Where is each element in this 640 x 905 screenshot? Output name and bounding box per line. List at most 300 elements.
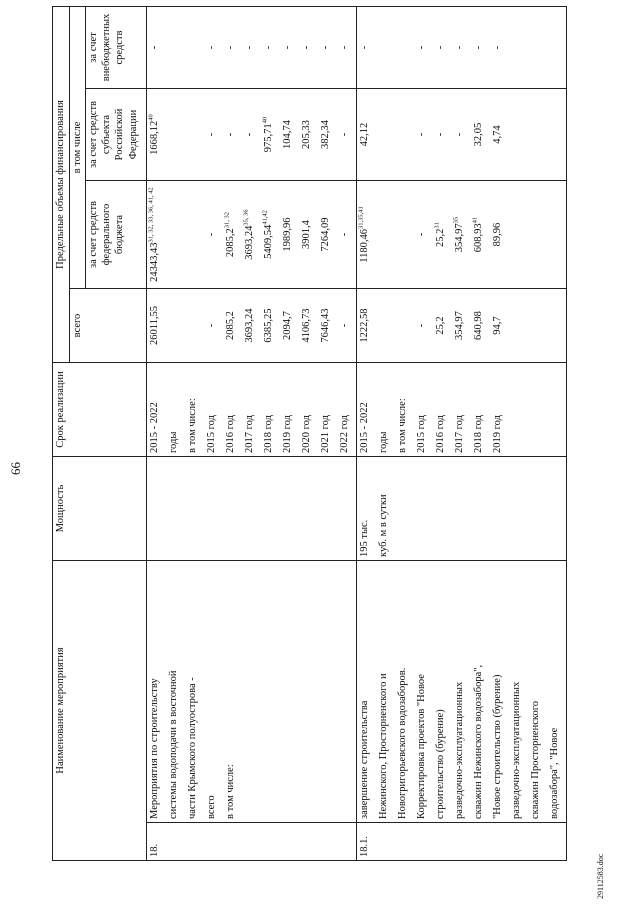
- measure-name-text: всего: [206, 795, 218, 819]
- federal-amount: [471, 181, 490, 289]
- table-row: [185, 7, 204, 861]
- period-text: 2019 год: [492, 415, 504, 453]
- row-number: [509, 823, 528, 861]
- regional-amount: [490, 89, 509, 181]
- extra-budget-amount: [376, 7, 395, 89]
- total-amount: [357, 289, 377, 363]
- regional-amount: [280, 89, 299, 181]
- federal-amount: [414, 181, 433, 289]
- measure-name: [318, 561, 337, 823]
- extra-budget-amount-text: -: [282, 45, 294, 50]
- extra-budget-amount: [357, 7, 377, 89]
- header-period: Срок реализации: [53, 363, 147, 457]
- regional-amount: [433, 89, 452, 181]
- capacity: [223, 457, 242, 561]
- period: [414, 363, 433, 457]
- period: [166, 363, 185, 457]
- regional-amount-text: 32,05: [473, 122, 485, 147]
- total-amount-text: 640,98: [473, 311, 485, 340]
- measure-name: [490, 561, 509, 823]
- total-amount: [242, 289, 261, 363]
- federal-amount: [204, 181, 223, 289]
- federal-amount-text: 608,93: [473, 223, 485, 253]
- measure-name-text: скважин Нежинского водозабора",: [473, 664, 485, 819]
- period: [147, 363, 167, 457]
- measure-name: [166, 561, 185, 823]
- extra-budget-amount-text: -: [320, 45, 332, 50]
- measure-name-text: системы водоподачи в восточной: [168, 670, 180, 819]
- extra-budget-amount: [204, 7, 223, 89]
- total-amount: [528, 289, 547, 363]
- federal-amount: [528, 181, 547, 289]
- header-including: в том числе: [70, 7, 86, 289]
- total-amount: [223, 289, 242, 363]
- table-row: [204, 7, 223, 861]
- regional-amount: [147, 89, 167, 181]
- federal-amount-text: 1180,46: [359, 229, 371, 263]
- period: [318, 363, 337, 457]
- federal-amount-text: 89,96: [492, 222, 504, 247]
- total-amount-text: 2094,7: [282, 311, 294, 340]
- measure-name-text: Мероприятия по строительству: [149, 678, 161, 819]
- extra-budget-amount-text: -: [339, 45, 351, 50]
- total-amount: [490, 289, 509, 363]
- federal-amount-text: 3901,4: [301, 220, 313, 249]
- header-name: Наименование мероприятия: [53, 561, 147, 861]
- federal-amount-text: 354,97: [454, 223, 466, 253]
- extra-budget-amount-text: -: [206, 45, 218, 50]
- total-amount: [204, 289, 223, 363]
- measure-name: [204, 561, 223, 823]
- capacity: [280, 457, 299, 561]
- total-amount-text: -: [416, 323, 428, 328]
- page-number: 66: [8, 462, 23, 475]
- capacity: [166, 457, 185, 561]
- measure-name-text: части Крымского полуострова -: [187, 677, 199, 819]
- table-row: [395, 7, 414, 861]
- extra-budget-amount: [318, 7, 337, 89]
- total-amount-text: 7646,43: [320, 308, 332, 343]
- period: [357, 363, 377, 457]
- total-amount: [376, 289, 395, 363]
- measure-name-text: разведочно-эксплуатационных: [454, 681, 466, 819]
- row-number: [528, 823, 547, 861]
- regional-amount-text: 382,34: [320, 120, 332, 149]
- row-number: [299, 823, 318, 861]
- row-number: [395, 823, 414, 861]
- capacity: [318, 457, 337, 561]
- capacity: [242, 457, 261, 561]
- regional-amount-text: -: [206, 132, 218, 137]
- regional-amount-text: -: [339, 132, 351, 137]
- regional-amount-text: -: [244, 132, 256, 137]
- extra-budget-amount: [471, 7, 490, 89]
- table-row: [547, 7, 567, 861]
- extra-budget-amount: [299, 7, 318, 89]
- regional-amount: [547, 89, 567, 181]
- header-extra: за счет внебюджетных средств: [86, 7, 147, 89]
- extra-budget-amount-text: -: [225, 45, 237, 50]
- regional-amount: [357, 89, 377, 181]
- header-funding: Предельные объемы финансирования: [53, 7, 70, 363]
- total-amount-text: -: [206, 323, 218, 328]
- capacity-text: куб. м в сутки: [378, 494, 390, 557]
- table-row: [147, 7, 167, 861]
- federal-amount-text: 24343,43: [149, 242, 161, 282]
- regional-amount-text: 104,74: [282, 120, 294, 149]
- federal-amount: [337, 181, 357, 289]
- header-power: Мощность: [53, 457, 147, 561]
- measure-name-text: Корректировка проектов "Новое: [416, 674, 428, 819]
- extra-budget-amount-text: -: [244, 45, 256, 50]
- capacity: [376, 457, 395, 561]
- table-row: [223, 7, 242, 861]
- total-amount-text: 3693,24: [244, 308, 256, 343]
- period: [509, 363, 528, 457]
- extra-budget-amount: [395, 7, 414, 89]
- measure-name: [452, 561, 471, 823]
- measure-name-text: строительство (бурение): [435, 709, 447, 819]
- measure-name: [280, 561, 299, 823]
- measure-name: [223, 561, 242, 823]
- federal-amount-text: 7264,09: [320, 217, 332, 252]
- measure-name: [242, 561, 261, 823]
- footnote-ref: 40: [147, 114, 155, 121]
- table-body: [147, 7, 567, 861]
- regional-amount-text: -: [454, 132, 466, 137]
- row-number: [452, 823, 471, 861]
- header-region: за счет средств субъекта Российской Федерации: [86, 89, 147, 181]
- period: [337, 363, 357, 457]
- total-amount: [395, 289, 414, 363]
- extra-budget-amount: [261, 7, 280, 89]
- measure-name: [414, 561, 433, 823]
- total-amount-text: 1222,58: [359, 308, 371, 343]
- total-amount: [147, 289, 167, 363]
- measure-name-text: в том числе:: [225, 764, 237, 819]
- regional-amount: [452, 89, 471, 181]
- footnote-ref: 41: [471, 216, 479, 224]
- measure-name: [299, 561, 318, 823]
- federal-amount: [242, 181, 261, 289]
- table-row: [261, 7, 280, 861]
- federal-amount: [280, 181, 299, 289]
- row-number: [261, 823, 280, 861]
- capacity-text: 195 тыс.: [359, 519, 371, 557]
- measure-name: [185, 561, 204, 823]
- extra-budget-amount-text: -: [492, 45, 504, 50]
- capacity: [471, 457, 490, 561]
- header-federal: за счет средств федерального бюджета: [86, 181, 147, 289]
- funding-table: [52, 6, 567, 861]
- table-row: [452, 7, 471, 861]
- table-row: [166, 7, 185, 861]
- period: [433, 363, 452, 457]
- regional-amount: [471, 89, 490, 181]
- extra-budget-amount: [223, 7, 242, 89]
- regional-amount: [299, 89, 318, 181]
- total-amount: [547, 289, 567, 363]
- table-row: [490, 7, 509, 861]
- extra-budget-amount: [166, 7, 185, 89]
- period: [395, 363, 414, 457]
- federal-amount-text: 2085,2: [225, 228, 237, 258]
- row-number: [433, 823, 452, 861]
- capacity: [147, 457, 167, 561]
- row-number: [547, 823, 567, 861]
- table-row: [299, 7, 318, 861]
- extra-budget-amount: [433, 7, 452, 89]
- period: [452, 363, 471, 457]
- federal-amount: [376, 181, 395, 289]
- measure-name: [395, 561, 414, 823]
- table-row: [318, 7, 337, 861]
- regional-amount: [185, 89, 204, 181]
- regional-amount-text: -: [416, 132, 428, 137]
- total-amount: [414, 289, 433, 363]
- federal-amount: [490, 181, 509, 289]
- table-row: [280, 7, 299, 861]
- federal-amount-text: 25,2: [435, 228, 447, 247]
- regional-amount-text: 42,12: [359, 122, 371, 147]
- period: [490, 363, 509, 457]
- regional-amount: [395, 89, 414, 181]
- federal-amount: [433, 181, 452, 289]
- measure-name: [528, 561, 547, 823]
- period: [299, 363, 318, 457]
- regional-amount-text: 4,74: [492, 125, 504, 144]
- federal-amount: [357, 181, 377, 289]
- federal-amount: [509, 181, 528, 289]
- period-text: 2021 год: [320, 415, 332, 453]
- federal-amount: [318, 181, 337, 289]
- row-number: [376, 823, 395, 861]
- capacity: [261, 457, 280, 561]
- period-text: 2016 год: [225, 415, 237, 453]
- federal-amount: [166, 181, 185, 289]
- total-amount-text: 354,97: [454, 311, 466, 340]
- capacity: [357, 457, 377, 561]
- measure-name: [261, 561, 280, 823]
- regional-amount: [414, 89, 433, 181]
- row-number: [242, 823, 261, 861]
- table-row: [528, 7, 547, 861]
- federal-amount: [395, 181, 414, 289]
- header-total: всего: [70, 289, 147, 363]
- extra-budget-amount-text: -: [473, 45, 485, 50]
- period: [528, 363, 547, 457]
- period-text: 2017 год: [244, 415, 256, 453]
- measure-name-text: завершение строительства: [359, 700, 371, 819]
- period-text: 2015 - 2022: [359, 402, 371, 453]
- period: [280, 363, 299, 457]
- period: [261, 363, 280, 457]
- total-amount: [185, 289, 204, 363]
- total-amount-text: -: [339, 323, 351, 328]
- federal-amount-text: 5409,54: [263, 224, 275, 259]
- total-amount-text: 26011,55: [149, 306, 161, 345]
- capacity: [185, 457, 204, 561]
- regional-amount: [166, 89, 185, 181]
- period: [185, 363, 204, 457]
- period: [204, 363, 223, 457]
- capacity: [528, 457, 547, 561]
- total-amount-text: 2085,2: [225, 311, 237, 340]
- period-text: годы: [378, 431, 390, 453]
- period-text: 2022 год: [339, 415, 351, 453]
- federal-amount-text: -: [339, 232, 351, 237]
- federal-amount-text: 3693,24: [244, 225, 256, 260]
- period-text: 2018 год: [263, 415, 275, 453]
- footnote-ref: 31: [433, 222, 441, 229]
- extra-budget-amount-text: -: [301, 45, 313, 50]
- measure-name-text: "Новое строительство (бурение): [492, 674, 504, 819]
- footnote-ref: 35, 36: [242, 209, 250, 226]
- row-number: [280, 823, 299, 861]
- federal-amount: [261, 181, 280, 289]
- federal-amount: [299, 181, 318, 289]
- capacity: [490, 457, 509, 561]
- table-row: [242, 7, 261, 861]
- regional-amount-text: -: [435, 132, 447, 137]
- regional-amount: [242, 89, 261, 181]
- measure-name-text: Новогригорьевского водозаборов.: [397, 667, 409, 819]
- table-row: [337, 7, 357, 861]
- total-amount: [337, 289, 357, 363]
- total-amount: [166, 289, 185, 363]
- capacity: [452, 457, 471, 561]
- total-amount: [261, 289, 280, 363]
- row-number: [357, 823, 377, 861]
- regional-amount: [318, 89, 337, 181]
- capacity: [395, 457, 414, 561]
- table-row: [357, 7, 377, 861]
- period-text: в том числе:: [397, 398, 409, 453]
- capacity: [547, 457, 567, 561]
- period-text: 2019 год: [282, 415, 294, 453]
- federal-amount: [185, 181, 204, 289]
- regional-amount-text: -: [225, 132, 237, 137]
- total-amount: [433, 289, 452, 363]
- capacity: [509, 457, 528, 561]
- total-amount: [280, 289, 299, 363]
- footnote-ref: 31,35,41: [357, 206, 365, 229]
- extra-budget-amount-text: -: [435, 45, 447, 50]
- extra-budget-amount: [185, 7, 204, 89]
- period-text: 2018 год: [473, 415, 485, 453]
- total-amount: [471, 289, 490, 363]
- period-text: 2015 год: [206, 415, 218, 453]
- regional-amount: [337, 89, 357, 181]
- table-row: [414, 7, 433, 861]
- row-number: [223, 823, 242, 861]
- extra-budget-amount: [147, 7, 167, 89]
- federal-amount: [547, 181, 567, 289]
- row-number: [337, 823, 357, 861]
- federal-amount: [147, 181, 167, 289]
- extra-budget-amount: [547, 7, 567, 89]
- total-amount-text: 94,7: [492, 316, 504, 335]
- capacity: [414, 457, 433, 561]
- total-amount-text: 6385,25: [263, 308, 275, 343]
- row-number-text: 18.: [149, 843, 161, 857]
- total-amount: [509, 289, 528, 363]
- row-number: [147, 823, 167, 861]
- period-text: годы: [168, 431, 180, 453]
- row-number: [471, 823, 490, 861]
- regional-amount-text: 205,33: [301, 120, 313, 149]
- period: [242, 363, 261, 457]
- footnote-ref: 35: [452, 216, 460, 224]
- extra-budget-amount: [528, 7, 547, 89]
- regional-amount: [528, 89, 547, 181]
- regional-amount: [261, 89, 280, 181]
- measure-name: [147, 561, 167, 823]
- period-text: 2015 - 2022: [149, 402, 161, 453]
- total-amount: [299, 289, 318, 363]
- regional-amount: [223, 89, 242, 181]
- period-text: 2016 год: [435, 415, 447, 453]
- period: [223, 363, 242, 457]
- regional-amount-text: 1668,12: [149, 120, 161, 155]
- total-amount: [452, 289, 471, 363]
- federal-amount: [452, 181, 471, 289]
- extra-budget-amount: [242, 7, 261, 89]
- period: [471, 363, 490, 457]
- total-amount: [318, 289, 337, 363]
- total-amount-text: 25,2: [435, 316, 447, 335]
- period-text: 2017 год: [454, 415, 466, 453]
- extra-budget-amount: [280, 7, 299, 89]
- measure-name: [509, 561, 528, 823]
- extra-budget-amount-text: -: [149, 45, 161, 50]
- extra-budget-amount-text: -: [416, 45, 428, 50]
- measure-name-text: водозабора", "Новое: [549, 727, 561, 819]
- table-row: [471, 7, 490, 861]
- measure-name: [433, 561, 452, 823]
- footer-filename: 29112583.doc: [596, 853, 605, 899]
- row-number: [318, 823, 337, 861]
- measure-name: [547, 561, 567, 823]
- table-row: [433, 7, 452, 861]
- measure-name-text: Нежинского, Просторненского и: [378, 673, 390, 819]
- measure-name: [471, 561, 490, 823]
- row-number: [414, 823, 433, 861]
- federal-amount: [223, 181, 242, 289]
- regional-amount: [204, 89, 223, 181]
- extra-budget-amount-text: -: [454, 45, 466, 50]
- measure-name: [337, 561, 357, 823]
- capacity: [337, 457, 357, 561]
- regional-amount-text: 975,71: [263, 123, 275, 153]
- footnote-ref: 31, 32, 33, 36, 41, 42: [147, 187, 155, 243]
- row-number: [204, 823, 223, 861]
- footnote-ref: 31, 32: [223, 211, 231, 229]
- measure-name: [357, 561, 377, 823]
- total-amount-text: 4106,73: [301, 308, 313, 343]
- footnote-ref: 40: [261, 116, 269, 124]
- federal-amount-text: -: [416, 232, 428, 237]
- measure-name-text: разведочно-эксплуатационных: [511, 681, 523, 819]
- measure-name-text: скважин Просторненского: [530, 701, 542, 819]
- row-number-text: 18.1.: [359, 836, 371, 857]
- extra-budget-amount: [337, 7, 357, 89]
- footnote-ref: 41,42: [261, 210, 269, 225]
- row-number: [490, 823, 509, 861]
- table-row: [509, 7, 528, 861]
- capacity: [299, 457, 318, 561]
- period: [547, 363, 567, 457]
